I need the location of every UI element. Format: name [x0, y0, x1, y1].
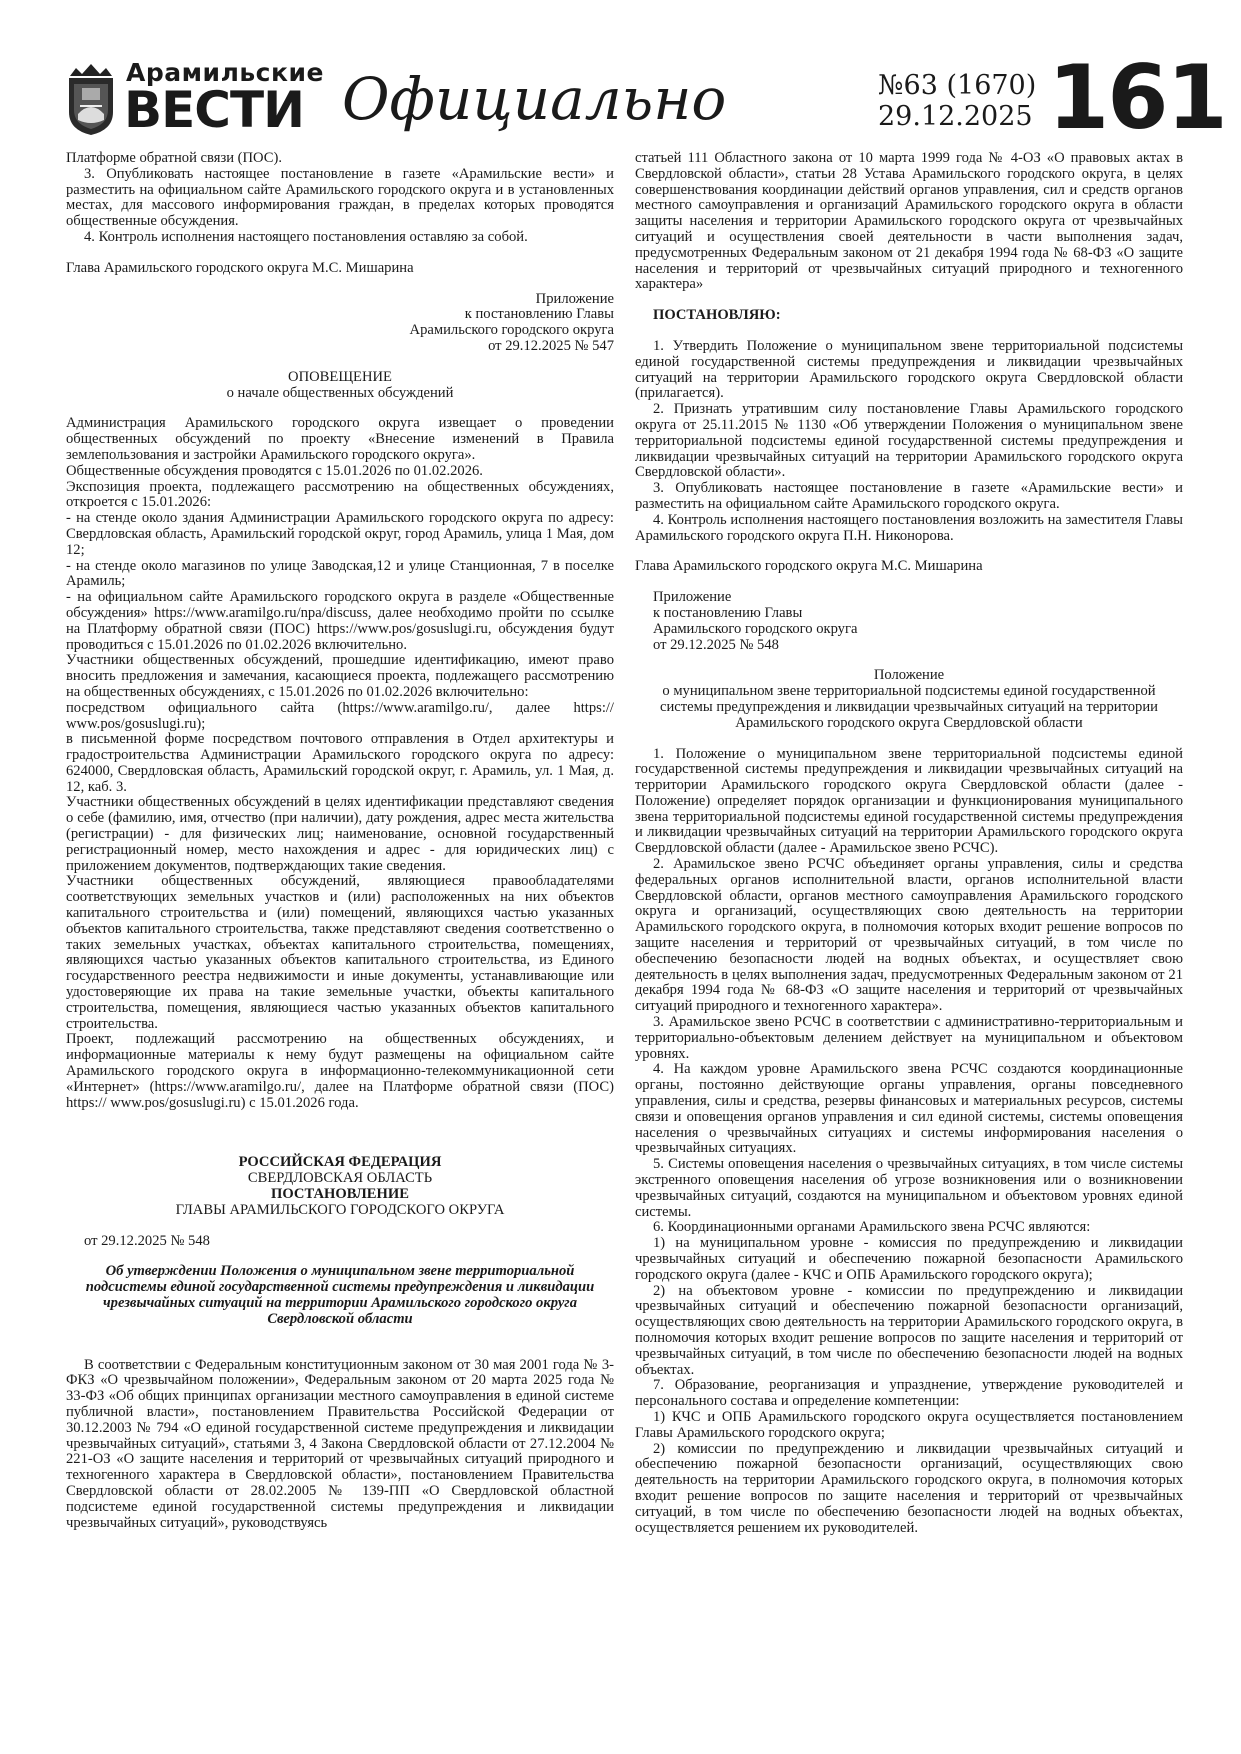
appendix-header	[66, 292, 614, 355]
appendix-line: Приложение	[653, 589, 732, 606]
paragraph: 4. На каждом уровне Арамильского звена РСЧС создаются координационные органы, постоянно действующие органы управления, органы повседневного управления, силы и средства, резервы финансовых и материальных ресурсов, системы связи и оповещения органов управления и сил единой системы, системы оповещения населения о чрезвычайных ситуациях и системы информирования населения о чрезвычайных ситуациях.	[635, 1061, 1183, 1157]
appendix-line: Арамильского городского округа	[653, 620, 858, 637]
paragraph: 2) на объектовом уровне - комиссии по предупреждению и ликвидации чрезвычайных ситуаций и обеспечению пожарной безопасности организаций, осуществляющих свою деятельность на территории Арамильского городского округа, в полномочия которых входит решение вопросов по защите населения и территорий от чрезвычайных ситуаций, в том числе по обеспечению безопасности людей на водных объектах.	[635, 1282, 1183, 1378]
paragraph: Участники общественных обсуждений в целях идентификации представляют сведения о себе (фамилию, имя, отчество (при наличии), дату рождения, адрес места жительства (регистрации) - для физических лиц; наименование, основной государственный регистрационный номер, место нахождения и адрес - для юридических лиц) с приложением документов, подтверждающих такие сведения.	[66, 794, 614, 874]
paragraph: Проект, подлежащий рассмотрению на общественных обсуждениях, и информационные материалы к нему будут размещены на официальном сайте Арамильского городского округа в информационно-телекоммуникационной сети «Интернет» (https://www.aramilgo.ru/, далее на Платформе обратной связи (ПОС) https:// www.pos/gosuslugi.ru) с 15.01.2026 года.	[66, 1031, 614, 1111]
decree-number: от 29.12.2025 № 548	[84, 1232, 210, 1249]
appendix-line: Приложение	[535, 290, 614, 307]
paragraph: 3. Арамильское звено РСЧС в соответствии с административно-территориальным и территориально-объектовым делением действует на муниципальном и объектовом уровнях.	[635, 1014, 1183, 1062]
paragraph: 1. Утвердить Положение о муниципальном звене территориальной подсистемы единой государственной системы предупреждения и ликвидации чрезвычайных ситуаций на территории Арамильского городского округа Свердловской области (прилагается).	[635, 337, 1183, 402]
paragraph: Экспозиция проекта, подлежащего рассмотрению на общественных обсуждениях, откроется с 15.01.2026:	[66, 478, 614, 511]
appendix-line: к постановлению Главы	[464, 306, 614, 323]
paragraph: 1. Положение о муниципальном звене территориальной подсистемы единой государственной системы предупреждения и ликвидации чрезвычайных ситуаций на территории Арамильского городского округа Свердловской области (далее - Положение) определяет порядок организации и функционирования муниципального звена территориальной подсистемы единой государственной системы предупреждения и ликвидации чрезвычайных ситуаций на территории Арамильского городского округа Свердловской области (далее - Арамильское звено РСЧС).	[635, 745, 1183, 857]
paragraph: 5. Системы оповещения населения о чрезвычайных ситуациях, в том числе системы экстренного оповещения населения об угрозе возникновения или о возникновении чрезвычайных ситуаций, создаются на муниципальном и объектовом уровнях единой системы.	[635, 1156, 1183, 1220]
section-title: Официально	[342, 65, 727, 133]
notice-subtitle: о начале общественных обсуждений	[226, 384, 454, 401]
left-column	[66, 151, 614, 1531]
paragraph: 6. Координационными органами Арамильского звена РСЧС являются:	[653, 1219, 1091, 1236]
regulation-title: Положение	[873, 667, 945, 684]
issue-info	[878, 70, 1036, 132]
paragraph: Участники общественных обсуждений, являющиеся правообладателями соответствующих земельных участков и (или) расположенных на них объектов капитального строительства и (или) помещений, являющихся частью указанных объектов капитального строительства, также представляют сведения соответственно о таких земельных участках, объектах капитального строительства, помещениях, являющихся частью указанных объектов капитального строительства, из Единого государственного реестра недвижимости и иные документы, устанавливающие или удостоверяющие их права на такие земельные участки, объекты капитального строительства, помещения, являющиеся частью указанных объектов капитального строительства.	[66, 873, 614, 1032]
signature-line: Глава Арамильского городского округа М.С. Мишарина	[66, 259, 414, 276]
paragraph: 7. Образование, реорганизация и упразднение, утверждение руководителей и персонального состава и определение компетенции:	[635, 1377, 1183, 1410]
paragraph: 2. Арамильское звено РСЧС объединяет органы управления, силы и средства федеральных органов исполнительной власти, органов исполнительной власти Свердловской области, органов местного самоуправления Арамильского городского округа и организаций, осуществляющих свою деятельность на территории Арамильского городского округа, в полномочия которых входит решение вопросов по защите населения и территорий от чрезвычайных ситуаций, в том числе по обеспечению безопасности людей на водных объектах, и осуществляет свою деятельность в целях выполнения задач, предусмотренных Федеральным законом от 21 декабря 1994 года № 68-ФЗ «О защите населения и территорий от чрезвычайных ситуаций природного и техногенного характера».	[635, 856, 1183, 1015]
regulation-subtitle: о муниципальном звене территориальной подсистемы единой государственной системы предупреждения и ликвидации чрезвычайных ситуаций на территории Арамильского городского округа Свердловской области	[660, 683, 1158, 731]
appendix-line: от 29.12.2025 № 548	[653, 636, 779, 653]
paragraph: 2) комиссии по предупреждению и ликвидации чрезвычайных ситуаций и обеспечению пожарной безопасности организаций, осуществляющих свою деятельность на территории Арамильского городского округа, в полномочия которых входит решение вопросов по защите населения и территорий от чрезвычайных ситуаций, в том числе по обеспечению безопасности людей на водных объектах, осуществляется решением их руководителей.	[635, 1440, 1183, 1536]
heading-country: РОССИЙСКАЯ ФЕДЕРАЦИЯ	[238, 1154, 442, 1171]
appendix-line: Арамильского городского округа	[409, 322, 614, 339]
paragraph: В соответствии с Федеральным конституционным законом от 30 мая 2001 года № 3-ФКЗ «О чрезвычайном положении», Федеральным законом от 20 марта 2025 года № 33-ФЗ «Об общих принципах организации местного самоуправления в единой системе публичной власти», постановлением Правительства Российской Федерации от 30.12.2003 № 794 «О единой государственной системе предупреждения и ликвидации чрезвычайных ситуаций», статьями 3, 4 Закона Свердловской области от 27.12.2004 № 221-ОЗ «О защите населения и территорий от чрезвычайных ситуаций природного и техногенного характера в Свердловской области», постановлением Правительства Свердловской области от 28.02.2005 № 139-ПП «О Свердловской областной подсистеме единой государственной системы предупреждения и ликвидации чрезвычайных ситуаций», руководствуясь	[66, 1356, 614, 1531]
paragraph: - на официальном сайте Арамильского городского округа в разделе «Общественные обсуждения» https://www.aramilgo.ru/npa/discuss, далее необходимо пройти по ссылке на Платформу обратной связи (ПОС) https://www.pos/gosuslugi.ru, обсуждения будут проводиться с 15.01.2026 по 01.02.2026 включительно.	[66, 589, 614, 653]
appendix-header	[635, 590, 1183, 653]
paragraph: - на стенде около здания Администрации Арамильского городского округа по адресу: Свердловская область, Арамильский городской округ, город Арамиль, улица 1 Мая, дом 12;	[66, 510, 614, 558]
appendix-line: к постановлению Главы	[653, 604, 803, 621]
paragraph: 3. Опубликовать настоящее постановление в газете «Арамильские вести» и разместить на официальном сайте Арамильского городского округа.	[635, 480, 1183, 512]
paragraph: статьей 111 Областного закона от 10 марта 1999 года № 4-ОЗ «О правовых актах в Свердловской области», статьи 28 Устава Арамильского городского округа, в целях совершенствования координации действий органов управления, сил и средств органов местного самоуправления и организаций Арамильского городского округа в области защиты населения и территории Арамильского городского округа от чрезвычайных ситуаций и осуществления своей деятельности в части выполнения задач, предусмотренных Федеральным законом от 21 декабря 1994 года № 68-ФЗ «О защите населения и территорий от чрезвычайных ситуаций природного и техногенного характера»	[635, 150, 1183, 293]
issue-number: №63 (1670)	[878, 70, 1037, 101]
decree-title: Об утверждении Положения о муниципальном звене территориальной подсистемы единой государственной системы предупреждения и ликвидации чрезвычайных ситуаций на территории Арамильского городского округа Свердловской области	[85, 1263, 595, 1327]
paragraph: 2. Признать утратившим силу постановление Главы Арамильского городского округа от 25.11.2015 № 1130 «Об утверждении Положения о муниципальном звене территориальной подсистемы единой государственной системы предупреждения и ликвидации чрезвычайных ситуаций на территории Арамильского городского округа Свердловской области».	[635, 401, 1183, 481]
decree-heading	[66, 1155, 614, 1218]
right-column	[635, 151, 1183, 1536]
town-emblem-icon	[66, 62, 116, 136]
heading-authority: ГЛАВЫ АРАМИЛЬСКОГО ГОРОДСКОГО ОКРУГА	[175, 1201, 505, 1218]
appendix-line: от 29.12.2025 № 547	[488, 337, 614, 354]
resolve-heading: ПОСТАНОВЛЯЮ:	[653, 307, 781, 324]
signature-line: Глава Арамильского городского округа М.С. Мишарина	[635, 558, 983, 575]
paragraph: 3. Опубликовать настоящее постановление в газете «Арамильские вести» и разместить на официальном сайте Арамильского городского округа и в установленных местах, для массового информирования граждан, в пределах которых проводятся общественные обсуждения.	[66, 165, 614, 230]
paragraph: 4. Контроль исполнения настоящего постановления возложить на заместителя Главы Арамильского городского округа П.Н. Никонорова.	[635, 511, 1183, 544]
paragraph: Участники общественных обсуждений, прошедшие идентификацию, имеют право вносить предложения и замечания, касающиеся проекта, подлежащего рассмотрению на общественных обсуждениях, с 15.01.2026 по 01.02.2026 включительно:	[66, 652, 614, 700]
masthead	[66, 46, 1226, 149]
notice-heading	[66, 370, 614, 402]
paragraph: Общественные обсуждения проводятся с 15.01.2026 по 01.02.2026.	[66, 462, 483, 479]
paragraph: посредством официального сайта (https://www.aramilgo.ru/, далее https:// www.pos/gosuslugi.ru);	[66, 699, 614, 732]
paragraph: - на стенде около магазинов по улице Заводская,12 и улице Станционная, 7 в поселке Арамиль;	[66, 557, 614, 590]
paragraph: 1) КЧС и ОПБ Арамильского городского округа осуществляется постановлением Главы Арамильского городского округа;	[635, 1408, 1183, 1441]
paragraph: в письменной форме посредством почтового отправления в Отдел архитектуры и градостроительства Администрации Арамильского городского округа по адресу: 624000, Свердловская область, Арамильский городской округ, г. Арамиль, ул. 1 Мая, д. 12, каб. 3.	[66, 731, 614, 795]
paragraph: Платформе обратной связи (ПОС).	[66, 150, 283, 166]
paragraph: 4. Контроль исполнения настоящего постановления оставляю за собой.	[84, 228, 528, 245]
issue-date: 29.12.2025	[878, 101, 1033, 132]
paragraph: 1) на муниципальном уровне - комиссия по предупреждению и ликвидации чрезвычайных ситуаций и обеспечению пожарной безопасности Арамильского городского округа (далее - КЧС и ОПБ Арамильского городского округа);	[635, 1235, 1183, 1283]
page-number: 161	[1048, 46, 1226, 149]
regulation-heading	[635, 668, 1183, 731]
heading-region: СВЕРДЛОВСКАЯ ОБЛАСТЬ	[247, 1170, 433, 1187]
notice-title: ОПОВЕЩЕНИЕ	[288, 368, 392, 385]
heading-doc-type: ПОСТАНОВЛЕНИЕ	[271, 1186, 409, 1203]
newspaper-name-top: Арамильские	[126, 58, 324, 87]
paragraph: Администрация Арамильского городского округа извещает о проведении общественных обсуждений по проекту «Внесение изменений в Правила землепользования и застройки Арамильского городского округа».	[66, 415, 614, 463]
newspaper-name-bottom: ВЕСТИ	[124, 81, 304, 139]
